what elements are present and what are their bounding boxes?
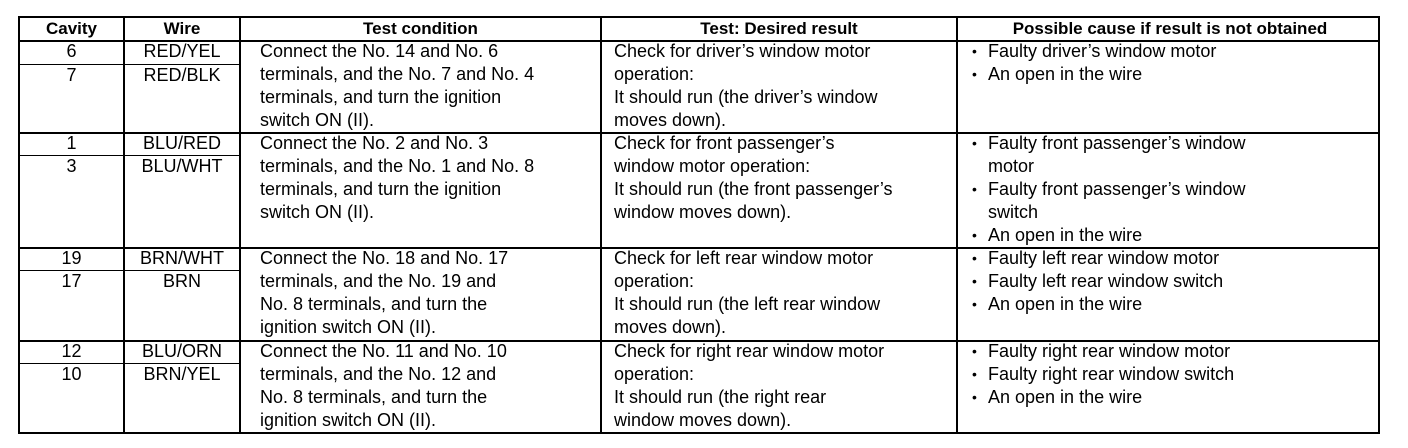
text-line: moves down). — [614, 317, 727, 337]
cavity-cell: 1 — [66, 133, 77, 153]
text-line: No. 8 terminals, and turn the — [260, 294, 488, 314]
cause-item: • Faulty front passenger’s window motor — [958, 132, 1245, 178]
text-line: terminals, and the No. 1 and No. 8 — [260, 156, 535, 176]
cavity-cell: 12 — [61, 341, 82, 361]
text-line: switch ON (II). — [260, 202, 375, 222]
header-test-condition: Test condition — [363, 19, 478, 38]
text-line: terminals, and turn the ignition — [260, 87, 502, 107]
circuit-test-table — [18, 16, 1380, 434]
cause-item: • Faulty driver’s window motor — [958, 40, 1216, 63]
wire-cell: BRN/WHT — [140, 248, 224, 268]
desired-result-cell — [614, 40, 877, 132]
text-line: ignition switch ON (II). — [260, 317, 437, 337]
header-wire: Wire — [163, 19, 201, 38]
text-line: terminals, and turn the ignition — [260, 179, 502, 199]
cause-item: • An open in the wire — [958, 293, 1223, 316]
text-line: moves down). — [614, 110, 727, 130]
header-cavity: Cavity — [45, 19, 98, 38]
text-line: ignition switch ON (II). — [260, 410, 437, 430]
column-divider — [239, 18, 241, 432]
text-line: Check for front passenger’s — [614, 133, 835, 153]
wire-cell: BRN — [162, 271, 201, 291]
text-line: Connect the No. 14 and No. 6 — [260, 41, 499, 61]
cause-item: • Faulty right rear window motor — [958, 340, 1234, 363]
text-line: It should run (the front passenger’s — [614, 179, 893, 199]
text-line: Connect the No. 2 and No. 3 — [260, 133, 489, 153]
possible-cause-list — [958, 132, 1245, 247]
cause-item: • Faulty left rear window motor — [958, 247, 1223, 270]
cause-item: • Faulty right rear window switch — [958, 363, 1234, 386]
cause-item: • An open in the wire — [958, 63, 1216, 86]
cavity-cell: 3 — [66, 156, 77, 176]
text-line: Connect the No. 18 and No. 17 — [260, 248, 509, 268]
text-line: It should run (the right rear — [614, 387, 827, 407]
text-line: It should run (the driver’s window — [614, 87, 878, 107]
cause-item: • Faulty front passenger’s window switch — [958, 178, 1245, 224]
wire-cell: BRN/YEL — [143, 364, 221, 384]
cavity-cell: 19 — [61, 248, 82, 268]
test-condition-cell — [260, 247, 508, 339]
text-line: Check for right rear window motor — [614, 341, 885, 361]
text-line: operation: — [614, 364, 695, 384]
possible-cause-list — [958, 247, 1223, 316]
column-divider — [600, 18, 602, 432]
wire-cell: BLU/WHT — [141, 156, 223, 176]
test-condition-cell — [260, 340, 507, 432]
wire-cell: RED/BLK — [143, 65, 221, 85]
wire-cell: RED/YEL — [143, 41, 221, 61]
text-line: window moves down). — [614, 410, 792, 430]
cavity-cell: 6 — [66, 41, 77, 61]
text-line: Check for driver’s window motor — [614, 41, 871, 61]
desired-result-cell — [614, 340, 884, 432]
cavity-cell: 7 — [66, 65, 77, 85]
desired-result-cell — [614, 247, 880, 339]
cause-item: • Faulty left rear window switch — [958, 270, 1223, 293]
text-line: It should run (the left rear window — [614, 294, 881, 314]
text-line: Connect the No. 11 and No. 10 — [260, 341, 507, 361]
test-condition-cell — [260, 132, 534, 224]
possible-cause-list — [958, 340, 1234, 409]
header-possible-cause: Possible cause if result is not obtained — [1012, 19, 1328, 38]
wire-cell: BLU/RED — [142, 133, 222, 153]
text-line: window moves down). — [614, 202, 792, 222]
text-line: operation: — [614, 64, 695, 84]
cause-item: • An open in the wire — [958, 224, 1245, 247]
test-condition-cell — [260, 40, 534, 132]
text-line: terminals, and the No. 19 and — [260, 271, 497, 291]
text-line: terminals, and the No. 7 and No. 4 — [260, 64, 535, 84]
cavity-cell: 10 — [61, 364, 82, 384]
text-line: switch ON (II). — [260, 110, 375, 130]
possible-cause-list — [958, 40, 1216, 86]
desired-result-cell — [614, 132, 893, 224]
text-line: operation: — [614, 271, 695, 291]
text-line: Check for left rear window motor — [614, 248, 874, 268]
wire-cell: BLU/ORN — [141, 341, 222, 361]
text-line: No. 8 terminals, and turn the — [260, 387, 488, 407]
header-desired-result: Test: Desired result — [700, 19, 858, 38]
cavity-cell: 17 — [61, 271, 82, 291]
text-line: window motor operation: — [614, 156, 811, 176]
text-line: terminals, and the No. 12 and — [260, 364, 497, 384]
cause-item: • An open in the wire — [958, 386, 1234, 409]
